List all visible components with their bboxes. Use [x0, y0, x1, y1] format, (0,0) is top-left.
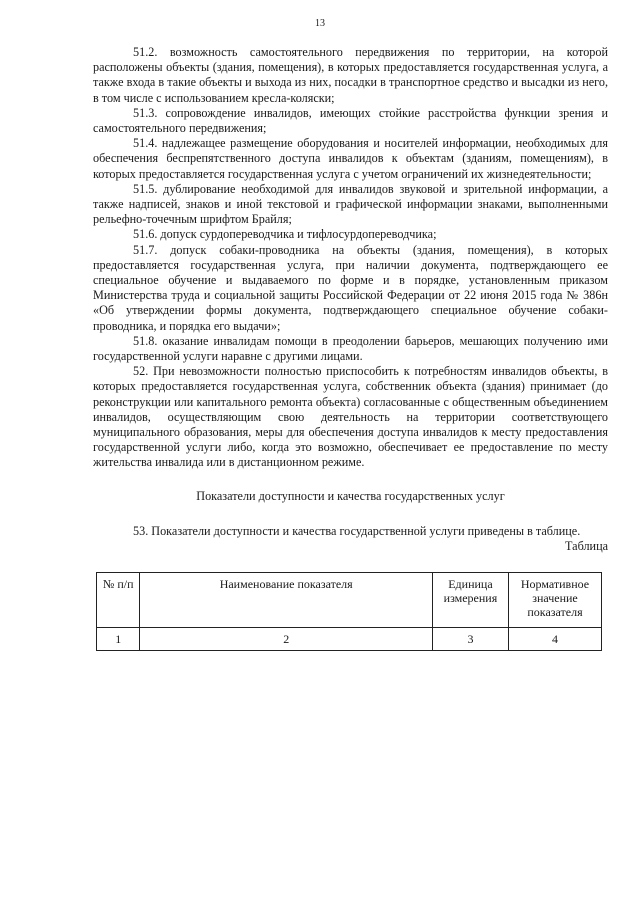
document-body: [93, 45, 608, 651]
header-unit: Единица измерения: [432, 573, 508, 628]
table-header-row: [97, 573, 602, 628]
table-cell: 4: [509, 628, 602, 651]
paragraph-51-3: 51.3. сопровождение инвалидов, имеющих стойкие расстройства функции зрения и самостоятельного передвижения;: [93, 105, 608, 136]
header-norm: Нормативное значение показателя: [509, 573, 602, 628]
section-title: Показатели доступности и качества государственных услуг: [196, 488, 505, 503]
paragraph-51-8: 51.8. оказание инвалидам помощи в преодолении барьеров, мешающих получению ими государственной услуги наравне с другими лицами.: [93, 333, 608, 364]
table-caption: Таблица: [565, 539, 608, 554]
paragraph-51-2: 51.2. возможность самостоятельного передвижения по территории, на которой расположены объекты (здания, помещения), в которых предоставляется государственная услуга, а также входа в такие объекты и выхода из них, посадки в транспортное средство и высадки из него, в том числе с использованием кресла-коляски;: [93, 45, 608, 105]
paragraph-51-6: 51.6. допуск сурдопереводчика и тифлосурдопереводчика;: [133, 227, 437, 242]
header-name: Наименование показателя: [140, 573, 432, 628]
indicators-table: [96, 572, 602, 651]
paragraph-51-4: 51.4. надлежащее размещение оборудования и носителей информации, необходимых для обеспечения беспрепятственного доступа инвалидов к объектам (зданиям, помещениям), в которых предоставляется государственная услуга с учетом ограничений их жизнедеятельности;: [93, 136, 608, 181]
header-num: № п/п: [97, 573, 140, 628]
table-cell: 1: [97, 628, 140, 651]
page-number: 13: [315, 18, 325, 29]
table-cell: 2: [140, 628, 432, 651]
table-numbering-row: [97, 628, 602, 651]
paragraph-51-5: 51.5. дублирование необходимой для инвалидов звуковой и зрительной информации, а также надписей, знаков и иной текстовой и графической информации знаками, выполненными рельефно-точечным шрифтом Брайля;: [93, 181, 608, 227]
table-cell: 3: [432, 628, 508, 651]
paragraph-51-7: 51.7. допуск собаки-проводника на объекты (здания, помещения), в которых предоставляется государственная услуга, при наличии документа, подтверждающего ее специальное обучение и выдаваемого по форме и в порядке, установленным приказом Министерства труда и социальной защиты Российской Федерации от 22 июня 2015 года № 386н «Об утверждении формы документа, подтверждающего специальное обучение собаки-проводника, и порядка его выдачи»;: [93, 242, 608, 333]
paragraph-53: 53. Показатели доступности и качества государственной услуги приведены в таблице.: [133, 523, 581, 538]
paragraph-52: 52. При невозможности полностью приспособить к потребностям инвалидов объекты, в которых предоставляется государственная услуга, собственник объекта (здания) принимает (до реконструкции или капитального ремонта объекта) согласованные с общественным объединением инвалидов, осуществляющим свою деятельность на территории соответствующего муниципального образования, меры для обеспечения доступа инвалидов к месту предоставления государственной услуги либо, когда это возможно, обеспечивает ее предоставление по месту жительства инвалида или в дистанционном режиме.: [93, 364, 608, 470]
